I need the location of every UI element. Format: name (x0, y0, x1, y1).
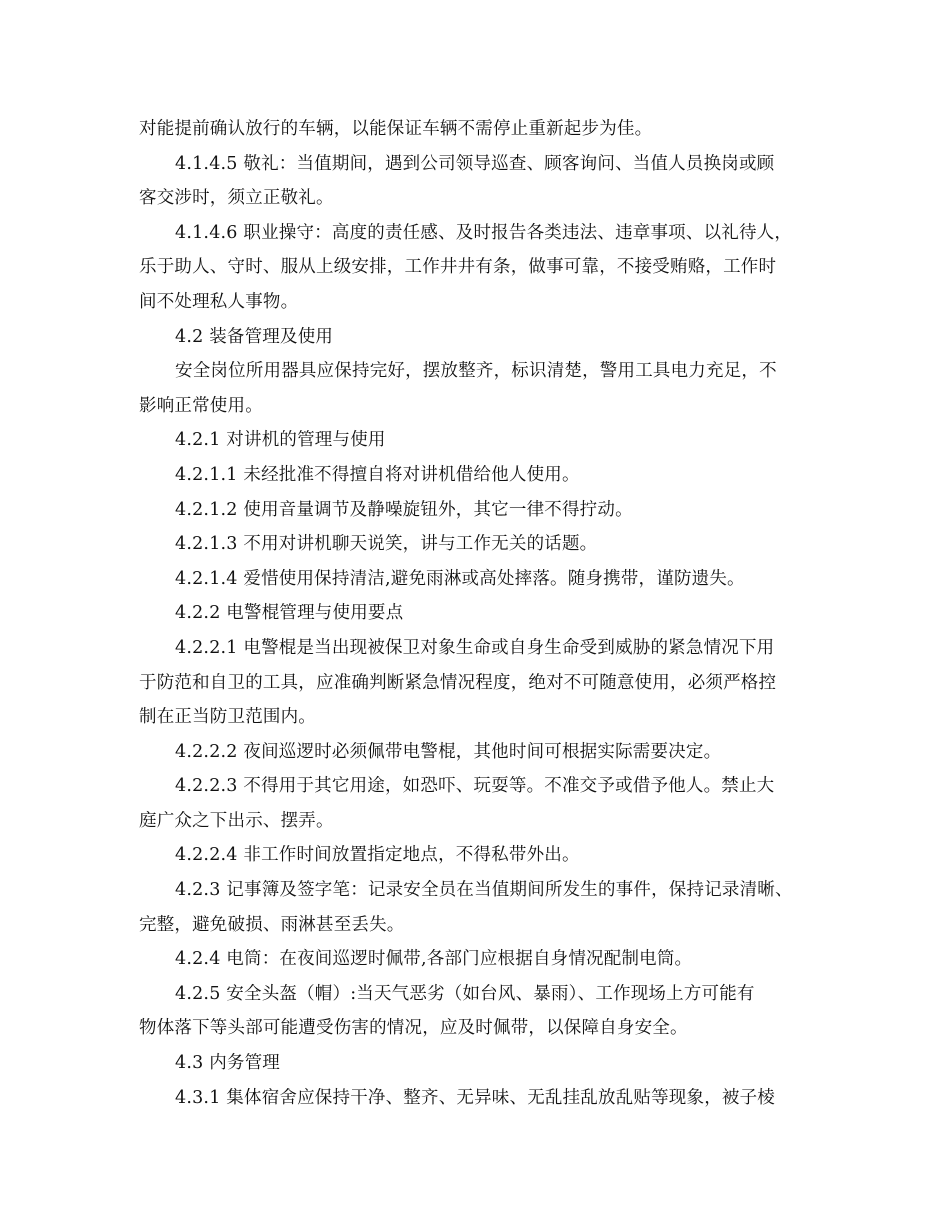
text-line: 4.2.1.4 爱惜使用保持清洁,避免雨淋或高处摔落。随身携带，谨防遗失。 (175, 568, 745, 589)
text-line: 4.2.2.2 夜间巡逻时必须佩带电警棍，其他时间可根据实际需要决定。 (175, 741, 722, 762)
text-line: 间不处理私人事物。 (139, 291, 299, 312)
text-line: 4.2.4 电筒：在夜间巡逻时佩带,各部门应根据自身情况配制电筒。 (175, 949, 693, 970)
text-line: 完整，避免破损、雨淋甚至丢失。 (139, 914, 405, 935)
section-heading: 4.2.2 电警棍管理与使用要点 (175, 603, 404, 624)
text-line: 4.2.2.3 不得用于其它用途，如恐吓、玩耍等。不准交予或借予他人。禁止大 (175, 776, 775, 797)
text-line: 4.1.4.5 敬礼：当值期间，遇到公司领导巡查、顾客询问、当值人员换岗或顾 (175, 153, 775, 174)
text-line: 于防范和自卫的工具，应准确判断紧急情况程度，绝对不可随意使用，必须严格控 (139, 672, 777, 693)
text-line: 4.3.1 集体宿舍应保持干净、整齐、无异味、无乱挂乱放乱贴等现象，被子棱 (175, 1087, 775, 1108)
text-line: 庭广众之下出示、摆弄。 (139, 810, 334, 831)
section-heading: 4.3 内务管理 (175, 1053, 280, 1074)
section-heading: 4.2 装备管理及使用 (175, 326, 334, 347)
text-line: 4.2.2.4 非工作时间放置指定地点，不得私带外出。 (175, 845, 580, 866)
text-line: 4.2.1.2 使用音量调节及静噪旋钮外，其它一律不得拧动。 (175, 499, 633, 520)
text-line: 安全岗位所用器具应保持完好，摆放整齐，标识清楚，警用工具电力充足，不 (175, 361, 777, 382)
document-body (139, 112, 829, 1115)
text-line: 4.2.3 记事簿及签字笔：记录安全员在当值期间所发生的事件，保持记录清晰、 (175, 880, 793, 901)
text-line: 影响正常使用。 (139, 395, 263, 416)
text-line: 4.1.4.6 职业操守：高度的责任感、及时报告各类违法、违章事项、以礼待人， (175, 222, 793, 243)
text-line: 4.2.1.1 未经批准不得擅自将对讲机借给他人使用。 (175, 464, 580, 485)
text-line: 4.2.1.3 不用对讲机聊天说笑，讲与工作无关的话题。 (175, 534, 598, 555)
text-line: 物体落下等头部可能遭受伤害的情况，应及时佩带，以保障自身安全。 (139, 1018, 688, 1039)
text-line: 4.2.2.1 电警棍是当出现被保卫对象生命或自身生命受到威胁的紧急情况下用 (175, 637, 775, 658)
text-line: 乐于助人、守时、服从上级安排，工作井井有条，做事可靠，不接受贿赂，工作时 (139, 257, 777, 278)
text-line: 制在正当防卫范围内。 (139, 707, 316, 728)
text-line: 客交涉时，须立正敬礼。 (139, 188, 334, 209)
section-heading: 4.2.1 对讲机的管理与使用 (175, 430, 386, 451)
text-lines (139, 112, 829, 1115)
text-line: 对能提前确认放行的车辆，以能保证车辆不需停止重新起步为佳。 (139, 119, 653, 139)
text-line: 4.2.5 安全头盔（帽）:当天气恶劣（如台风、暴雨）、工作现场上方可能有 (175, 983, 755, 1004)
